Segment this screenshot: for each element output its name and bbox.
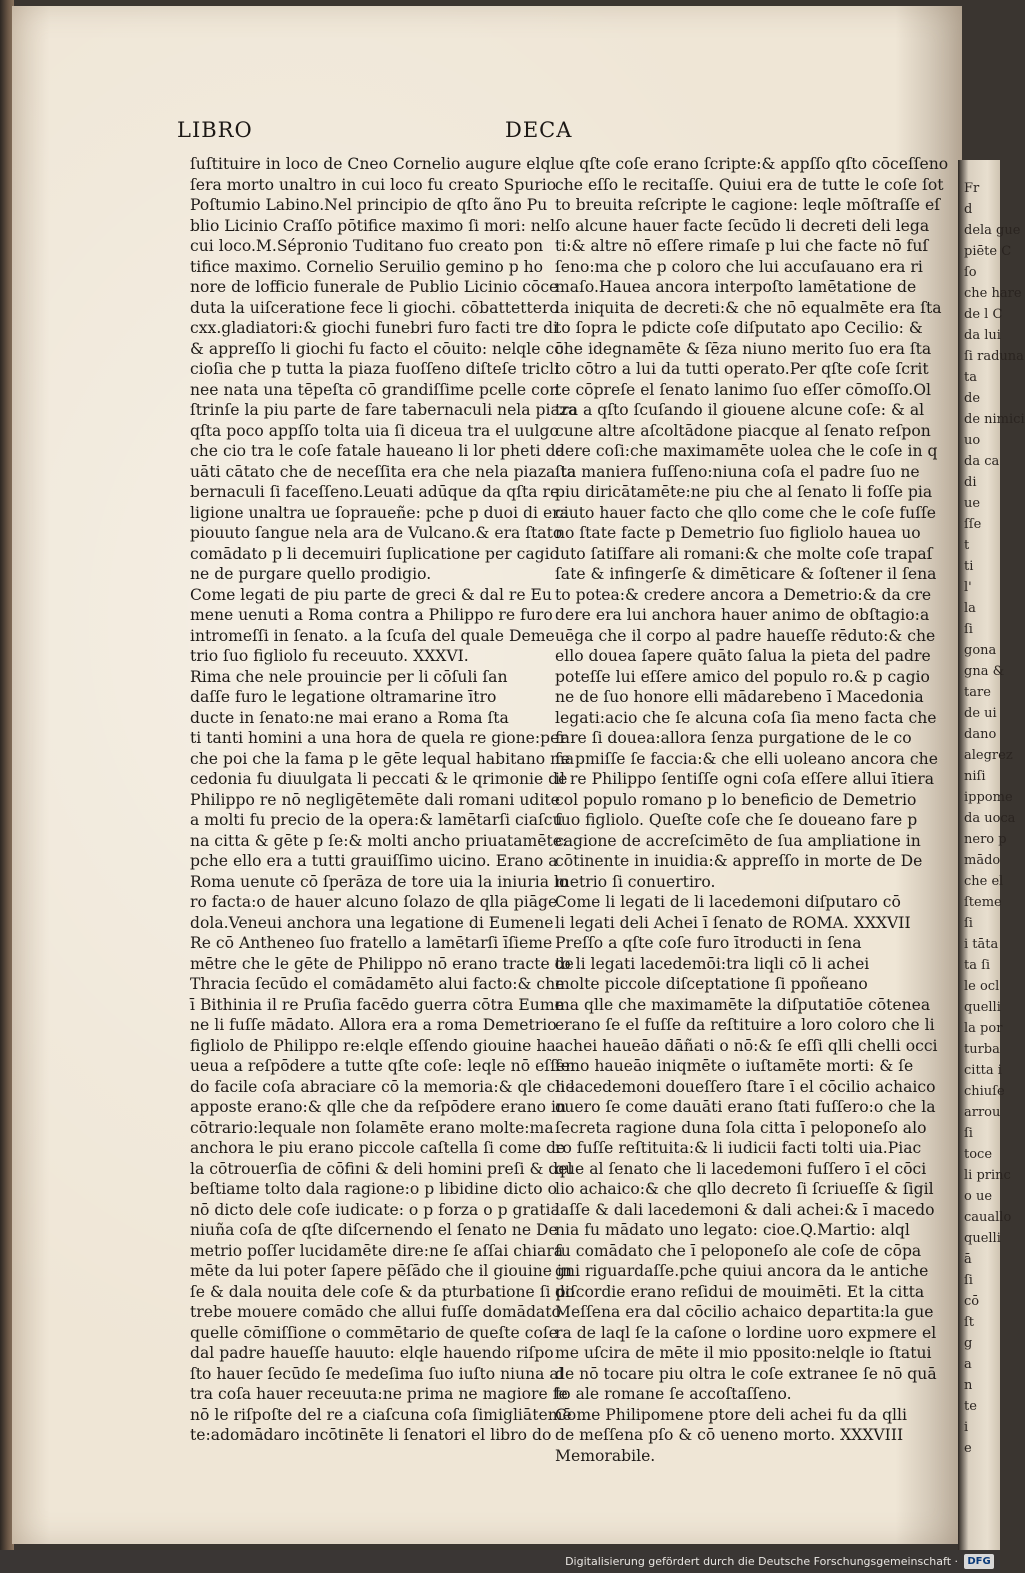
text-column-left — [190, 154, 578, 1446]
text-line: Come legati de piu parte de greci & dal re Eu — [190, 585, 552, 604]
text-line: Come li legati de li lacedemoni diſputaro cō — [555, 893, 901, 911]
text-line: ueua a reſpōdere a tutte qſte coſe: leqle nō eſſen — [190, 1057, 576, 1075]
text-line: che idegnamēte & ſēza niuno merito ſuo era ſta — [555, 339, 932, 358]
running-head-center: DECA — [505, 118, 573, 142]
text-line: uāti cātato che de neceſſita era che nela piaza ta — [190, 462, 576, 481]
text-line: cōtrario:lequale non ſolamēte erano molte:ma — [190, 1118, 554, 1137]
text-line: mēte da lui poter ſapere pēſādo che il giouine in — [190, 1262, 573, 1280]
text-line: & appreſſo li giochi fu facto el cōuito: nelqle cō — [190, 339, 564, 358]
text-line: fare ſi douea:allora ſenza purgatione de le co — [555, 729, 912, 747]
text-line: Roma uenute cō ſperāza de tore uia la iniuria lo — [190, 872, 569, 891]
facing-page-fragment: ue — [964, 496, 981, 511]
text-line: niuña coſa de qſte diſcernendo el ſenato ne De — [190, 1221, 558, 1239]
facing-page-fragment: ippome — [964, 790, 1013, 805]
text-line: nia fu mādato uno legato: cioe.Q.Martio: alql — [555, 1221, 910, 1239]
text-line: tifice maximo. Cornelio Seruilio gemino p ho — [190, 257, 544, 276]
text-line: de nō tocare piu oltra le coſe extranee ſe nō quā — [555, 1364, 937, 1383]
text-line: ſecreta ragione duna ſola citta ī peloponeſo alo — [555, 1118, 927, 1137]
text-line: luto ſatiſfare ali romani:& che molte coſe trapaſ — [555, 544, 933, 563]
facing-page-fragment: o ue — [964, 1189, 993, 1204]
facing-page-fragment: di — [964, 475, 977, 490]
text-line: na citta & gēte p ſe:& molti ancho priuatamēte: — [190, 831, 568, 850]
facing-page-fragment: ſi — [964, 916, 973, 931]
facing-page-fragment: da uoca — [964, 811, 1016, 826]
facing-page-fragment: mādo — [964, 853, 1001, 868]
text-line: beſtiame tolto dala ragione:o p libidine dicto o — [190, 1180, 558, 1198]
facing-page-fragment: la — [964, 601, 976, 616]
text-line: trio ſuo figliolo fu receuuto. XXXVI. — [190, 647, 469, 665]
text-line: ne de ſuo honore elli mādarebeno ī Macedonia — [555, 688, 924, 706]
text-line: piouuto ſangue nela ara de Vulcano.& era ſtato — [190, 524, 563, 542]
text-line: anchora le piu erano piccole caſtella ſi come de — [190, 1139, 566, 1157]
facing-page-fragment: de nimici — [964, 412, 1025, 427]
text-line: achei haueāo dāñati o nō:& ſe eſſi qlli chelli occi — [555, 1036, 938, 1055]
facing-page-fragment: de l C — [964, 307, 1003, 322]
text-line: erano ſe el fuſſe da reſtituire a loro coloro che li — [555, 1016, 935, 1034]
facing-page-fragment: a — [964, 1357, 972, 1372]
text-line: nore de lofficio funerale de Publio Licinio cōce — [190, 278, 559, 296]
facing-page-fragment: gna & — [964, 664, 1005, 679]
facing-page-fragment: ti — [964, 559, 974, 574]
text-line: nō dicto dele coſe iudicate: o p forza o p gratia — [190, 1200, 560, 1219]
text-line: Thracia ſecūdo el comādamēto alui facto:& che — [190, 975, 565, 993]
text-line: ſe & dala nouita dele coſe & da pturbatione ſi po — [190, 1282, 575, 1301]
text-line: mētre che le gēte de Philippo nō erano tracte de — [190, 954, 574, 973]
text-line: to cōtro a lui da tutti operato.Per qſte coſe ſcrit — [555, 360, 929, 378]
text-line: la cōtrouerſia de cōfini & deli homini preſi & del — [190, 1159, 573, 1178]
text-line: te:adomādaro incōtinēte li ſenatori el libro do — [190, 1426, 552, 1444]
text-line: que al ſenato che li lacedemoni fuſſero ī el cōci — [555, 1159, 927, 1178]
text-line: li lacedemoni doueſſero ſtare ī el cōcilio achaico — [555, 1077, 936, 1096]
text-line: pche ello era a tutti grauiſſimo uicino. Erano a — [190, 852, 558, 870]
facing-page-edge — [958, 160, 1025, 1550]
facing-page-fragment: ſo — [964, 265, 977, 280]
text-line: ma qlle che maximamēte la diſputatiōe cōtenea — [555, 995, 931, 1014]
text-line: de meſſena pſo & cō ueneno morto. XXXVIII — [555, 1426, 904, 1444]
text-line: ti:& altre nō eſſere rimaſe p lui che facte nō fuſ — [555, 237, 929, 255]
text-line: ro fuſſe reſtituita:& li iudicii facti tolti uia.Piac — [555, 1139, 922, 1157]
text-line: dal padre haueſſe hauuto: elqle hauendo riſpo — [190, 1344, 554, 1362]
text-line: blio Licinio Craſſo pōtifice maximo ſi mori: nel — [190, 216, 556, 235]
text-line: ſuo figliolo. Queſte coſe che ſe doueano fare p — [555, 811, 918, 829]
facing-page-fragment: dano — [964, 727, 997, 742]
text-line: ligione unaltra ue ſopraueñe: pche p duoi di era — [190, 503, 569, 522]
facing-page-fragment: le ocl — [964, 979, 1000, 994]
text-line: apposte erano:& qlle che da reſpōdere erano in — [190, 1098, 567, 1116]
text-line: maſo.Hauea ancora interpoſto lamētatione de — [555, 278, 917, 296]
text-line: ro facta:o de hauer alcuno ſolazo de qlla piāge — [190, 893, 558, 911]
facing-page-fragment: e — [964, 1441, 972, 1456]
text-line: li legati deli Achei ī ſenato de ROMA. XXXVII — [555, 913, 911, 932]
text-line: nee nata una tēpeſta cō grandiſſime pcelle con — [190, 380, 560, 399]
facing-page-fragment: ta ſi — [964, 958, 991, 973]
facing-page-fragment: uo — [964, 433, 981, 448]
facing-page-fragment: ſt — [964, 1315, 975, 1330]
book-page — [12, 6, 962, 1544]
text-line: ne de purgare quello prodigio. — [190, 565, 432, 583]
text-line: cioſia che p tutta la piaza fuoſſeno diſteſe tricli — [190, 360, 560, 378]
text-line: to ale romane ſe accoſtaſſeno. — [555, 1385, 792, 1403]
facing-page-fragment: d — [964, 202, 973, 217]
facing-page-fragment: Fr — [964, 181, 980, 196]
facing-page-fragment: ſi raduna — [964, 349, 1024, 364]
text-line: ne li fuſſe mādato. Allora era a roma Demetrio — [190, 1016, 557, 1034]
text-line: metrio ſi conuertiro. — [555, 872, 716, 891]
text-line: to breuita reſcripte le cagione: leqle mōſtraſſe eſ — [555, 196, 940, 214]
text-line: ſto hauer ſecūdo ſe medeſima ſuo iuſto niuna al — [190, 1364, 564, 1383]
text-line: Come Philipomene ptore deli achei fu da qlli — [555, 1405, 908, 1424]
text-line: ouero ſe come dauāti erano ſtati fuſſero:o che la — [555, 1098, 936, 1116]
text-line: poteſſe lui eſſere amico del populo ro.& p cagio — [555, 667, 930, 686]
text-line: cune altre aſcoltādone piacque al ſenato reſpon — [555, 421, 931, 440]
text-line: trebe mouere comādo che allui fuſſe domādato — [190, 1303, 561, 1321]
text-line: to ſopra le pdicte coſe diſputato apo Cecilio: & — [555, 319, 923, 337]
text-line: Re cō Antheneo ſuo fratello a lamētarſi īſieme — [190, 934, 553, 952]
facing-page-fragment: da lui — [964, 328, 1001, 343]
text-line: cedonia fu diuulgata li peccati & le qrimonie de — [190, 770, 568, 788]
facing-page-fragment: che el — [964, 874, 1004, 889]
text-line: comādato p li decemuiri ſuplicatione per cagio — [190, 544, 560, 563]
facing-page-fragment: nero p — [964, 832, 1007, 847]
text-line: te cōpreſe el ſenato lanimo ſuo eſſer cōmoſſo.Ol — [555, 380, 932, 399]
facing-page-fragment: de ui — [964, 706, 997, 721]
text-line: no ſtate facte p Demetrio ſuo figliolo hauea uo — [555, 524, 921, 542]
text-column-right — [555, 154, 949, 1466]
text-line: che poi che la fama p le gēte lequal habitano ma — [190, 749, 575, 768]
facing-page-fragment: g — [964, 1336, 973, 1351]
text-line: cōtinente in inuidia:& appreſſo in morte de De — [555, 852, 923, 870]
text-line: gni riguardaſſe.pche quiui ancora da le antiche — [555, 1262, 929, 1280]
text-line: ti tanti homini a una hora de quela re gione:per — [190, 729, 567, 747]
text-line: molte piccole diſceptatione ſi ppoñeano — [555, 975, 868, 993]
facing-page-fragment: ſteme — [964, 895, 1002, 910]
text-line: dere coſi:che maximamēte uolea che le coſe in q — [555, 442, 938, 460]
text-line: metrio poſſer lucidamēte dire:ne ſe aſſai chiara — [190, 1241, 564, 1260]
text-line: legati:acio che ſe alcuna coſa ſia meno facta che — [555, 708, 937, 727]
facing-page-fragment: alegrez — [964, 748, 1013, 763]
digitization-footer — [0, 1550, 1000, 1573]
text-line: fu comādato che ī peloponeſo ale coſe de cōpa — [555, 1241, 922, 1260]
text-line: ra de laql ſe la caſone o lordine uoro expmere el — [555, 1323, 937, 1342]
facing-page-fragment: cō — [964, 1294, 980, 1309]
text-line: cui loco.M.Sépronio Tuditano fuo creato pon — [190, 237, 544, 255]
facing-page-fragment: ta — [964, 370, 977, 385]
facing-page-fragment: ſi — [964, 1273, 973, 1288]
text-line: do facile coſa abraciare cō la memoria:& qle che — [190, 1077, 575, 1096]
text-line: ſate & infingerſe & dimēticare & ſoſtener il ſena — [555, 565, 937, 583]
text-line: cagione de accreſcimēto de ſua ampliatione in — [555, 831, 921, 850]
facing-page-fragment: ſi — [964, 622, 973, 637]
text-line: uēga che il corpo al padre haueſſe rēduto:& che — [555, 626, 936, 645]
footer-credit: Digitalisierung gefördert durch die Deutsche Forschungsgemeinschaft · — [565, 1555, 958, 1568]
facing-page-fragment: cauallo — [964, 1210, 1012, 1225]
text-line: ſo alcune hauer facte ſecūdo li decreti deli lega — [555, 216, 930, 235]
text-line: ſta maniera fuſſeno:niuna coſa el padre ſuo ne — [555, 462, 920, 481]
text-line: ſera morto unaltro in cui loco fu creato Spurio — [190, 175, 557, 194]
text-line: figliolo de Philippo re:elqle eſſendo giouine ha — [190, 1036, 556, 1055]
text-line: ducte in ſenato:ne mai erano a Roma ſta — [190, 708, 509, 727]
facing-page-fragment: toce — [964, 1147, 993, 1162]
text-line: ſtrinſe la piu parte de fare tabernaculi nela piaza — [190, 401, 578, 419]
text-line: ue qſte coſe erano ſcripte:& appſſo qſto cōceſſeno — [555, 155, 949, 173]
text-line: Memorabile. — [555, 1446, 656, 1465]
text-line: ī Bithinia il re Pruſia facēdo guerra cōtra Eume — [190, 995, 564, 1014]
text-line: la iniquita de decreti:& che nō equalmēte era ſta — [555, 298, 942, 317]
text-line: piu diricātamēte:ne piu che al ſenato li foſſe pia — [555, 483, 933, 501]
facing-page-fragment: de — [964, 391, 981, 406]
facing-page-fragment: quelli — [964, 1000, 1001, 1015]
text-line: col populo romano p lo beneficio de Demetrio — [555, 790, 917, 809]
facing-page-fragment: che hare — [964, 286, 1022, 301]
facing-page-fragment: tare — [964, 685, 991, 700]
text-line: ello douea ſapere quāto ſalua la pieta del padre — [555, 647, 931, 665]
text-line: che eſſo le recitaſſe. Quiui era de tutte le coſe ſot — [555, 175, 944, 194]
text-line: diſcordie erano reſidui de mouimēti. Et la citta — [555, 1282, 925, 1301]
text-line: Preſſo a qſte coſe furo ītroducti in ſena — [555, 934, 862, 952]
text-line: lio achaico:& che qllo decreto ſi ſcriueſſe & ſigil — [555, 1180, 934, 1198]
text-line: cxx.gladiatori:& giochi funebri furo facti tre di — [190, 319, 559, 337]
facing-page-fragment: te — [964, 1399, 977, 1414]
facing-page-fragment: i tāta — [964, 937, 999, 952]
dfg-logo: DFG — [964, 1554, 994, 1569]
text-line: ſeno:ma che p coloro che lui accuſauano era ri — [555, 257, 923, 276]
text-line: nō le riſpoſte del re a ciaſcuna coſa ſimigliātemē — [190, 1405, 572, 1424]
facing-page-fragment: n — [964, 1378, 973, 1393]
facing-page-fragment: citta i — [964, 1063, 1002, 1078]
facing-page-fragment: li princ — [964, 1168, 1011, 1183]
text-line: che cio tra le coſe fatale haueano li lor pheti da — [190, 442, 565, 460]
text-line: to li legati lacedemōi:tra liqli cō li achei — [555, 954, 870, 973]
text-line: ſe pmiſſe ſe faccia:& che elli uoleano ancora che — [555, 749, 938, 768]
text-line: laſſe & dali lacedemoni & dali achei:& ī macedo — [555, 1200, 935, 1219]
facing-page-fragment: turba — [964, 1042, 1000, 1057]
facing-page-fragment: arrou — [964, 1105, 1001, 1120]
text-line: duta la uiſceratione fece li giochi. cōbattettero — [190, 298, 559, 317]
text-line: tra coſa hauer receuuta:ne prima ne magiore ſe — [190, 1385, 568, 1403]
facing-page-fragment: quelli — [964, 1231, 1001, 1246]
facing-page-fragment: ſi — [964, 1126, 973, 1141]
text-line: dola.Veneui anchora una legatione di Eumene — [190, 913, 554, 932]
text-line: intromeſſi in ſenato. a la ſcuſa del quale Deme — [190, 626, 555, 645]
text-line: mene uenuti a Roma contra a Philippo re furo — [190, 606, 553, 624]
facing-page-fragment: ſſe — [964, 517, 982, 532]
text-line: a molti fu precio de la opera:& lamētarſi ciaſcu — [190, 811, 563, 829]
text-line: qſta poco appſſo tolta uia ſi diceua tra el uulgo — [190, 421, 559, 440]
facing-page-fragment: da ca — [964, 454, 1000, 469]
text-line: bernaculi ſi faceſſeno.Leuati adūque da qſta re — [190, 483, 560, 501]
text-line: quelle cōmiſſione o commētario de queſte coſe — [190, 1323, 558, 1342]
text-line: il re Philippo ſentiſſe ogni coſa eſſere allui ītiera — [555, 770, 935, 788]
facing-page-fragment: t — [964, 538, 970, 553]
facing-page-fragment: dela gue — [964, 223, 1021, 238]
facing-page-fragment: gona — [964, 643, 997, 658]
text-line: ſeno haueāo iniqmēte o iuſtamēte morti: & ſe — [555, 1057, 914, 1075]
facing-page-fragment: chiuſe — [964, 1084, 1005, 1099]
facing-page-fragment: niſi — [964, 769, 986, 784]
text-line: Philippo re nō negligētemēte dali romani udite — [190, 790, 560, 809]
running-head-left: LIBRO — [177, 118, 253, 142]
facing-page-fragment: l' — [964, 580, 972, 595]
text-line: ſuſtituire in loco de Cneo Cornelio augure elql — [190, 155, 556, 173]
text-line: Poſtumio Labino.Nel principio de qſto ãno Pu — [190, 196, 548, 214]
facing-page-fragment: ā — [964, 1252, 972, 1267]
text-line: Rima che nele prouincie per li cōſuli ſan — [190, 667, 508, 686]
text-line: Meſſena era dal cōcilio achaico departita:la gue — [555, 1303, 934, 1321]
facing-page-fragment: piēte C — [964, 244, 1012, 259]
text-line: to potea:& credere ancora a Demetrio:& da cre — [555, 585, 932, 604]
facing-page-fragment: la por — [964, 1021, 1003, 1036]
text-line: me uſcira de mēte il mio pposito:nelqle io ſtatui — [555, 1344, 932, 1362]
text-line: dere era lui anchora hauer animo de obſtagio:a — [555, 606, 930, 624]
text-line: tra a qſto ſcuſando il giouene alcune coſe: & al — [555, 401, 925, 419]
facing-page-fragment: i — [964, 1420, 969, 1435]
text-line: ciuto hauer facto che qllo come che le coſe fuſſe — [555, 503, 936, 522]
text-line: daſſe furo le legatione oltramarine ītro — [190, 688, 497, 706]
